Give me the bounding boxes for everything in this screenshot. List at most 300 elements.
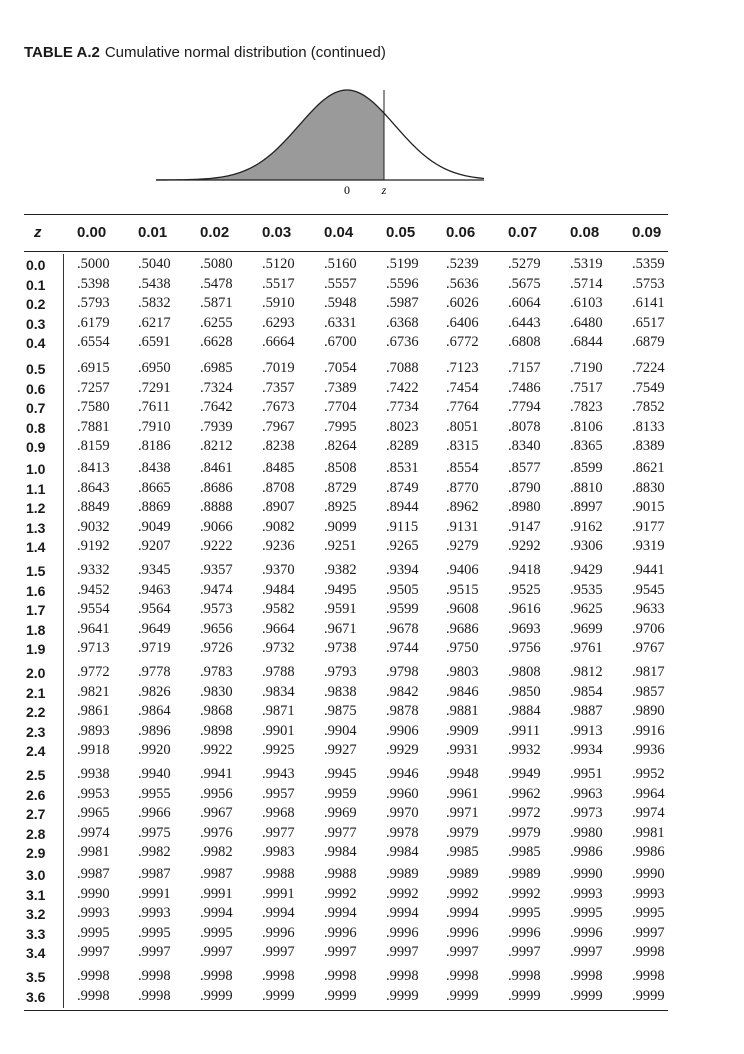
probability-cell: .8389 <box>632 438 665 455</box>
probability-cell: .9693 <box>508 620 541 637</box>
probability-cell: .9949 <box>508 766 541 782</box>
probability-cell: .9901 <box>262 722 295 739</box>
probability-cell: .9998 <box>77 968 110 984</box>
probability-cell: .9772 <box>77 664 110 680</box>
probability-cell: .8708 <box>262 479 295 496</box>
probability-cell: .9998 <box>77 987 110 1004</box>
probability-cell: .9864 <box>138 703 171 720</box>
probability-cell: .8238 <box>262 438 295 455</box>
probability-cell: .8790 <box>508 479 541 496</box>
probability-cell: .9989 <box>386 866 419 882</box>
probability-cell: .9999 <box>386 987 419 1004</box>
probability-cell: .9857 <box>632 683 665 700</box>
probability-cell: .7734 <box>386 399 419 416</box>
column-header: 0.06 <box>446 224 476 241</box>
probability-cell: .8438 <box>138 460 171 476</box>
probability-cell: .9993 <box>632 885 665 902</box>
probability-cell: .9967 <box>200 805 233 822</box>
probability-cell: .9834 <box>262 683 295 700</box>
probability-cell: .7823 <box>570 399 603 416</box>
probability-cell: .6103 <box>570 295 603 312</box>
probability-cell: .6480 <box>570 314 603 331</box>
z-value: 1.6 <box>26 582 46 599</box>
probability-cell: .6664 <box>262 334 295 351</box>
probability-cell: .8340 <box>508 438 541 455</box>
probability-cell: .9803 <box>446 664 479 680</box>
probability-cell: .7019 <box>262 360 295 376</box>
probability-cell: .9992 <box>446 885 479 902</box>
probability-cell: .9952 <box>632 766 665 782</box>
probability-cell: .9750 <box>446 640 479 657</box>
probability-cell: .8749 <box>386 479 419 496</box>
probability-cell: .9207 <box>138 538 171 555</box>
probability-cell: .9940 <box>138 766 171 782</box>
probability-cell: .9846 <box>446 683 479 700</box>
probability-cell: .9732 <box>262 640 295 657</box>
z-value: 0.6 <box>26 380 46 397</box>
probability-cell: .6141 <box>632 295 665 312</box>
probability-cell: .5478 <box>200 275 233 292</box>
probability-cell: .7881 <box>77 418 110 435</box>
probability-cell: .9996 <box>508 924 541 941</box>
z-value: 1.3 <box>26 519 46 536</box>
probability-cell: .9987 <box>200 866 233 882</box>
probability-cell: .9066 <box>200 518 233 535</box>
probability-cell: .8621 <box>632 460 665 476</box>
probability-cell: .7123 <box>446 360 479 376</box>
probability-cell: .9505 <box>386 581 419 598</box>
probability-cell: .9535 <box>570 581 603 598</box>
probability-cell: .9943 <box>262 766 295 782</box>
probability-cell: .9997 <box>262 944 295 961</box>
probability-cell: .9911 <box>508 722 541 739</box>
column-header: 0.04 <box>324 224 354 241</box>
probability-cell: .9986 <box>632 844 665 861</box>
probability-cell: .9997 <box>138 944 171 961</box>
z-value: 1.8 <box>26 621 46 638</box>
probability-cell: .9920 <box>138 742 171 759</box>
probability-cell: .9996 <box>570 924 603 941</box>
probability-cell: .8997 <box>570 499 603 516</box>
probability-cell: .9251 <box>324 538 357 555</box>
probability-cell: .9713 <box>77 640 110 657</box>
column-header: 0.03 <box>262 224 292 241</box>
probability-cell: .9641 <box>77 620 110 637</box>
z-value: 1.4 <box>26 539 46 556</box>
probability-cell: .6844 <box>570 334 603 351</box>
probability-cell: .9934 <box>570 742 603 759</box>
probability-cell: .5793 <box>77 295 110 312</box>
z-value: 3.3 <box>26 925 46 942</box>
probability-cell: .9997 <box>200 944 233 961</box>
probability-cell: .9925 <box>262 742 295 759</box>
probability-cell: .9162 <box>570 518 603 535</box>
probability-cell: .9997 <box>386 944 419 961</box>
probability-cell: .9082 <box>262 518 295 535</box>
z-value: 2.1 <box>26 684 46 701</box>
probability-cell: .9985 <box>508 844 541 861</box>
probability-cell: .9956 <box>200 785 233 802</box>
probability-cell: .8023 <box>386 418 419 435</box>
z-value: 3.5 <box>26 969 46 985</box>
probability-cell: .7157 <box>508 360 541 376</box>
probability-cell: .9898 <box>200 722 233 739</box>
probability-cell: .9418 <box>508 562 541 578</box>
shaded-area <box>156 90 384 180</box>
probability-cell: .9975 <box>138 824 171 841</box>
probability-cell: .9192 <box>77 538 110 555</box>
probability-cell: .8413 <box>77 460 110 476</box>
z-value: 0.2 <box>26 296 46 313</box>
column-header: 0.01 <box>138 224 168 241</box>
probability-cell: .9842 <box>386 683 419 700</box>
probability-cell: .9332 <box>77 562 110 578</box>
probability-cell: .9992 <box>386 885 419 902</box>
probability-cell: .9999 <box>570 987 603 1004</box>
probability-cell: .9998 <box>386 968 419 984</box>
probability-cell: .8531 <box>386 460 419 476</box>
probability-cell: .9525 <box>508 581 541 598</box>
z-value: 2.2 <box>26 704 46 721</box>
probability-cell: .8106 <box>570 418 603 435</box>
probability-cell: .9964 <box>632 785 665 802</box>
probability-cell: .9854 <box>570 683 603 700</box>
probability-cell: .9515 <box>446 581 479 598</box>
probability-cell: .9616 <box>508 601 541 618</box>
probability-cell: .9995 <box>138 924 171 941</box>
z-value: 0.5 <box>26 361 46 377</box>
probability-cell: .9292 <box>508 538 541 555</box>
probability-cell: .6179 <box>77 314 110 331</box>
probability-cell: .9997 <box>632 924 665 941</box>
probability-cell: .9997 <box>508 944 541 961</box>
probability-cell: .6591 <box>138 334 171 351</box>
probability-cell: .9995 <box>632 905 665 922</box>
probability-cell: .9974 <box>77 824 110 841</box>
probability-cell: .9999 <box>508 987 541 1004</box>
probability-cell: .7642 <box>200 399 233 416</box>
probability-cell: .6736 <box>386 334 419 351</box>
probability-cell: .5675 <box>508 275 541 292</box>
probability-cell: .6985 <box>200 360 233 376</box>
probability-cell: .9985 <box>446 844 479 861</box>
probability-cell: .7794 <box>508 399 541 416</box>
probability-cell: .8508 <box>324 460 357 476</box>
probability-cell: .9793 <box>324 664 357 680</box>
probability-cell: .9997 <box>324 944 357 961</box>
probability-cell: .9881 <box>446 703 479 720</box>
probability-cell: .9991 <box>262 885 295 902</box>
probability-cell: .9591 <box>324 601 357 618</box>
probability-cell: .9922 <box>200 742 233 759</box>
probability-cell: .9927 <box>324 742 357 759</box>
probability-cell: .9808 <box>508 664 541 680</box>
column-header: 0.07 <box>508 224 538 241</box>
probability-cell: .9988 <box>324 866 357 882</box>
probability-cell: .9938 <box>77 766 110 782</box>
probability-cell: .5871 <box>200 295 233 312</box>
z-value: 3.4 <box>26 945 46 962</box>
probability-cell: .9986 <box>570 844 603 861</box>
probability-cell: .5398 <box>77 275 110 292</box>
probability-cell: .7257 <box>77 379 110 396</box>
probability-cell: .7939 <box>200 418 233 435</box>
probability-cell: .9992 <box>324 885 357 902</box>
probability-cell: .5279 <box>508 256 541 272</box>
probability-cell: .6293 <box>262 314 295 331</box>
probability-cell: .6808 <box>508 334 541 351</box>
probability-cell: .9957 <box>262 785 295 802</box>
probability-cell: .7054 <box>324 360 357 376</box>
probability-cell: .8315 <box>446 438 479 455</box>
probability-cell: .9582 <box>262 601 295 618</box>
probability-cell: .9970 <box>386 805 419 822</box>
probability-cell: .9429 <box>570 562 603 578</box>
probability-cell: .9997 <box>570 944 603 961</box>
z-value: 2.5 <box>26 767 46 783</box>
probability-cell: .9726 <box>200 640 233 657</box>
table-caption: Cumulative normal distribution (continued) <box>104 44 386 61</box>
probability-cell: .5636 <box>446 275 479 292</box>
probability-cell: .5080 <box>200 256 233 272</box>
probability-cell: .8159 <box>77 438 110 455</box>
probability-cell: .9452 <box>77 581 110 598</box>
probability-cell: .8485 <box>262 460 295 476</box>
probability-cell: .5000 <box>77 256 110 272</box>
probability-cell: .9946 <box>386 766 419 782</box>
probability-cell: .9222 <box>200 538 233 555</box>
probability-cell: .7190 <box>570 360 603 376</box>
probability-cell: .9678 <box>386 620 419 637</box>
probability-cell: .9948 <box>446 766 479 782</box>
probability-cell: .8944 <box>386 499 419 516</box>
probability-cell: .8212 <box>200 438 233 455</box>
z-value: 1.9 <box>26 641 46 658</box>
probability-cell: .9474 <box>200 581 233 598</box>
probability-cell: .9115 <box>386 518 419 535</box>
probability-cell: .8665 <box>138 479 171 496</box>
probability-cell: .9980 <box>570 824 603 841</box>
probability-cell: .9909 <box>446 722 479 739</box>
probability-cell: .7454 <box>446 379 479 396</box>
probability-cell: .9656 <box>200 620 233 637</box>
probability-cell: .9963 <box>570 785 603 802</box>
probability-cell: .9993 <box>77 905 110 922</box>
z-value: 0.0 <box>26 257 46 273</box>
probability-cell: .6331 <box>324 314 357 331</box>
probability-cell: .9959 <box>324 785 357 802</box>
probability-cell: .9608 <box>446 601 479 618</box>
probability-cell: .8643 <box>77 479 110 496</box>
probability-cell: .9032 <box>77 518 110 535</box>
probability-cell: .9850 <box>508 683 541 700</box>
probability-cell: .9982 <box>200 844 233 861</box>
probability-cell: .6406 <box>446 314 479 331</box>
z-value: 0.4 <box>26 335 46 352</box>
z-column-divider <box>63 254 64 1008</box>
probability-cell: .7291 <box>138 379 171 396</box>
probability-cell: .9981 <box>77 844 110 861</box>
probability-cell: .9994 <box>324 905 357 922</box>
probability-cell: .8980 <box>508 499 541 516</box>
z-value: 2.3 <box>26 723 46 740</box>
probability-cell: .9890 <box>632 703 665 720</box>
probability-cell: .7389 <box>324 379 357 396</box>
probability-cell: .6368 <box>386 314 419 331</box>
probability-cell: .7357 <box>262 379 295 396</box>
probability-cell: .9370 <box>262 562 295 578</box>
probability-cell: .8554 <box>446 460 479 476</box>
probability-cell: .8729 <box>324 479 357 496</box>
probability-cell: .9573 <box>200 601 233 618</box>
probability-cell: .6772 <box>446 334 479 351</box>
probability-cell: .5753 <box>632 275 665 292</box>
probability-cell: .9998 <box>324 968 357 984</box>
probability-cell: .8264 <box>324 438 357 455</box>
probability-cell: .7704 <box>324 399 357 416</box>
z-value: 0.7 <box>26 400 46 417</box>
zero-label: 0 <box>344 183 350 197</box>
probability-cell: .9929 <box>386 742 419 759</box>
probability-cell: .7517 <box>570 379 603 396</box>
top-rule <box>24 214 668 215</box>
z-value: 3.0 <box>26 867 46 883</box>
probability-cell: .9995 <box>570 905 603 922</box>
probability-cell: .7486 <box>508 379 541 396</box>
probability-cell: .9936 <box>632 742 665 759</box>
column-header: 0.09 <box>632 224 662 241</box>
probability-cell: .9990 <box>632 866 665 882</box>
probability-cell: .5832 <box>138 295 171 312</box>
probability-cell: .8133 <box>632 418 665 435</box>
z-value: 3.6 <box>26 988 46 1005</box>
probability-cell: .9999 <box>324 987 357 1004</box>
probability-cell: .9821 <box>77 683 110 700</box>
probability-cell: .9625 <box>570 601 603 618</box>
probability-cell: .5120 <box>262 256 295 272</box>
z-value: 0.3 <box>26 315 46 332</box>
probability-cell: .9990 <box>570 866 603 882</box>
probability-cell: .9463 <box>138 581 171 598</box>
probability-cell: .9953 <box>77 785 110 802</box>
probability-cell: .8907 <box>262 499 295 516</box>
probability-cell: .9826 <box>138 683 171 700</box>
probability-cell: .9406 <box>446 562 479 578</box>
probability-cell: .9783 <box>200 664 233 680</box>
probability-cell: .9999 <box>200 987 233 1004</box>
probability-cell: .9968 <box>262 805 295 822</box>
probability-cell: .9998 <box>632 968 665 984</box>
probability-cell: .8577 <box>508 460 541 476</box>
probability-cell: .9994 <box>386 905 419 922</box>
probability-cell: .6517 <box>632 314 665 331</box>
probability-cell: .9999 <box>632 987 665 1004</box>
probability-cell: .8888 <box>200 499 233 516</box>
probability-cell: .5160 <box>324 256 357 272</box>
probability-cell: .9441 <box>632 562 665 578</box>
probability-cell: .5239 <box>446 256 479 272</box>
z-value: 1.1 <box>26 480 46 497</box>
probability-cell: .9671 <box>324 620 357 637</box>
probability-cell: .9994 <box>262 905 295 922</box>
probability-cell: .9988 <box>262 866 295 882</box>
probability-cell: .5910 <box>262 295 295 312</box>
probability-cell: .9996 <box>446 924 479 941</box>
probability-cell: .5517 <box>262 275 295 292</box>
probability-cell: .9991 <box>138 885 171 902</box>
z-value: 1.0 <box>26 461 46 477</box>
probability-cell: .9979 <box>446 824 479 841</box>
z-value: 2.9 <box>26 845 46 862</box>
probability-cell: .5596 <box>386 275 419 292</box>
probability-cell: .9972 <box>508 805 541 822</box>
z-value: 2.7 <box>26 806 46 823</box>
probability-cell: .9664 <box>262 620 295 637</box>
column-header-z: z <box>34 224 42 241</box>
probability-cell: .9838 <box>324 683 357 700</box>
column-header: 0.00 <box>77 224 107 241</box>
probability-cell: .9996 <box>386 924 419 941</box>
probability-cell: .9767 <box>632 640 665 657</box>
probability-cell: .9977 <box>324 824 357 841</box>
probability-cell: .9998 <box>262 968 295 984</box>
probability-cell: .9599 <box>386 601 419 618</box>
table-title <box>24 44 386 61</box>
probability-cell: .9319 <box>632 538 665 555</box>
probability-cell: .9099 <box>324 518 357 535</box>
probability-cell: .9987 <box>138 866 171 882</box>
probability-cell: .9973 <box>570 805 603 822</box>
probability-cell: .7580 <box>77 399 110 416</box>
probability-cell: .5319 <box>570 256 603 272</box>
probability-cell: .9999 <box>446 987 479 1004</box>
probability-cell: .9554 <box>77 601 110 618</box>
probability-cell: .9998 <box>632 944 665 961</box>
probability-cell: .9982 <box>138 844 171 861</box>
probability-cell: .9484 <box>262 581 295 598</box>
probability-cell: .7995 <box>324 418 357 435</box>
probability-cell: .9994 <box>446 905 479 922</box>
z-value: 2.0 <box>26 665 46 681</box>
probability-cell: .9495 <box>324 581 357 598</box>
probability-cell: .9906 <box>386 722 419 739</box>
probability-cell: .9913 <box>570 722 603 739</box>
header-rule <box>24 251 668 252</box>
probability-cell: .8078 <box>508 418 541 435</box>
probability-cell: .9394 <box>386 562 419 578</box>
probability-cell: .9960 <box>386 785 419 802</box>
probability-cell: .7910 <box>138 418 171 435</box>
table-number: TABLE A.2 <box>24 44 100 61</box>
probability-cell: .6217 <box>138 314 171 331</box>
probability-cell: .9997 <box>77 944 110 961</box>
probability-cell: .5040 <box>138 256 171 272</box>
probability-cell: .5714 <box>570 275 603 292</box>
probability-cell: .9977 <box>262 824 295 841</box>
probability-cell: .9951 <box>570 766 603 782</box>
probability-cell: .9706 <box>632 620 665 637</box>
probability-cell: .9893 <box>77 722 110 739</box>
probability-cell: .8186 <box>138 438 171 455</box>
probability-cell: .8365 <box>570 438 603 455</box>
probability-cell: .8849 <box>77 499 110 516</box>
probability-cell: .9649 <box>138 620 171 637</box>
probability-cell: .6915 <box>77 360 110 376</box>
probability-cell: .9987 <box>77 866 110 882</box>
column-header: 0.05 <box>386 224 416 241</box>
probability-cell: .6628 <box>200 334 233 351</box>
probability-cell: .7422 <box>386 379 419 396</box>
